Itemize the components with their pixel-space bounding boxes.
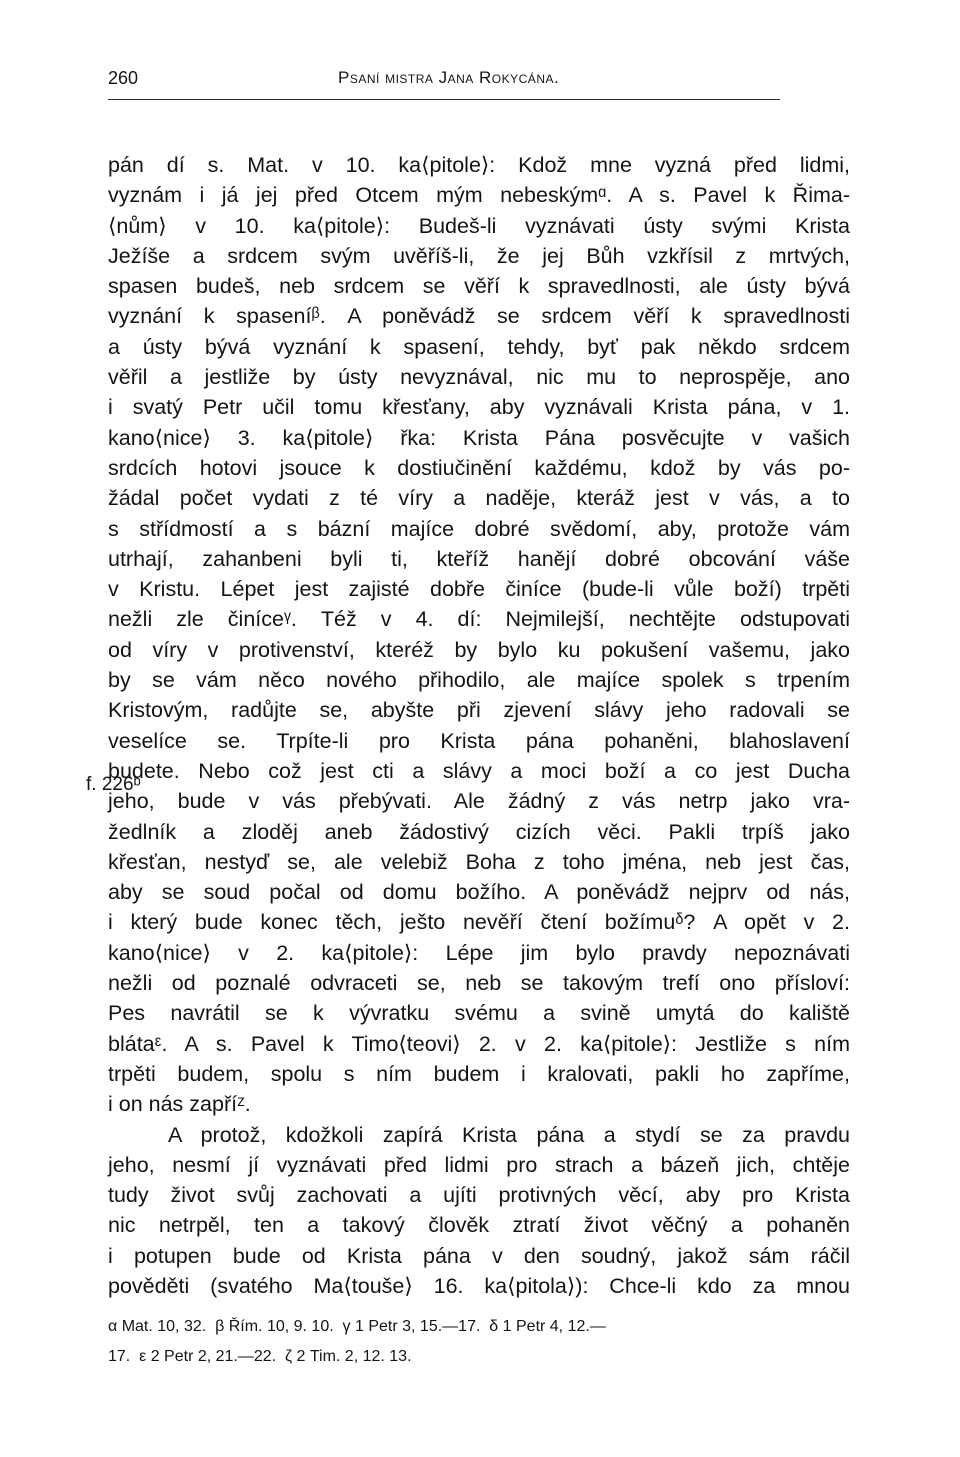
footnote-line: α Mat. 10, 32. β Řím. 10, 9. 10. γ 1 Petr 3, 15.—17. δ 1 Petr 4, 12.—: [108, 1318, 606, 1335]
body-text: [108, 150, 850, 1301]
text-line: veselíce se. Trpíte-li pro Krista pána pohaněni, blahoslavení: [108, 728, 850, 753]
text-line: od víry v protivenství, kteréž by bylo ku pokušení vašemu, jako: [108, 637, 850, 662]
text-line: kano⟨nice⟩ v 2. ka⟨pitole⟩: Lépe jim bylo pravdy nepoznávati: [108, 940, 850, 965]
text-line: vyznání k spaseníᵝ. A poněvádž se srdcem věří k spravedlnosti: [108, 304, 850, 329]
footnote-line: 17. ε 2 Petr 2, 21.—22. ζ 2 Tim. 2, 12. 13.: [108, 1348, 412, 1365]
text-line: trpěti budem, spolu s ním budem i kralovati, pakli ho zapříme,: [108, 1061, 850, 1086]
text-line: i který bude konec těch, ješto nevěří čtení božímuᵟ? A opět v 2.: [108, 910, 850, 935]
text-line: spasen budeš, neb srdcem se věří k spravedlnosti, ale ústy bývá: [108, 274, 850, 299]
text-line: by se vám něco nového přihodilo, ale majíce spolek s trpením: [108, 668, 850, 693]
text-line: Pes navrátil se k vývratku svému a svině umytá do kaliště: [108, 1001, 850, 1026]
text-line: žádal počet vydati z té víry a naděje, kteráž jest v vás, a to: [108, 486, 850, 511]
text-line: ⟨nům⟩ v 10. ka⟨pitole⟩: Budeš-li vyznávati ústy svými Krista: [108, 213, 850, 238]
text-line: i on nás zapříᶻ.: [108, 1092, 251, 1117]
text-line: i svatý Petr učil tomu křesťany, aby vyznávali Krista pána, v 1.: [108, 395, 850, 420]
text-line: pán dí s. Mat. v 10. ka⟨pitole⟩: Kdož mne vyzná před lidmi,: [108, 153, 850, 177]
text-line: jeho, nesmí jí vyznávati před lidmi pro strach a bázeň jich, chtěje: [108, 1152, 850, 1177]
text-line: nežli zle činíceᵞ. Též v 4. dí: Nejmilejší, nechtějte odstupovati: [108, 607, 850, 632]
text-line: kano⟨nice⟩ 3. ka⟨pitole⟩ řka: Krista Pána posvěcujte v vašich: [108, 425, 850, 450]
text-line: žedlník a zloděj aneb žádostivý cizích věci. Pakli trpíš jako: [108, 819, 850, 844]
text-line: věřil a jestliže by ústy nevyznával, nic mu to neprospěje, ano: [108, 365, 850, 390]
page-number: 260: [108, 68, 139, 88]
text-line: křesťan, nestyď se, ale velebiž Boha z toho jména, neb jest čas,: [108, 849, 850, 874]
margin-folio-note: f. 226ᵇ: [86, 774, 141, 795]
text-line: pověděti (svatého Ma⟨touše⟩ 16. ka⟨pitola⟩): Chce-li kdo za mnou: [108, 1273, 850, 1298]
text-line: vyznám i já jej před Otcem mým nebeskýmᵅ. A s. Pavel k Řima-: [108, 183, 850, 208]
text-line: aby se soud počal od domu božího. A poněvádž nejprv od nás,: [108, 880, 850, 905]
text-line: budete. Nebo což jest cti a slávy a moci boží a co jest Ducha: [108, 758, 850, 783]
text-line: utrhají, zahanbeni byli ti, kteříž hanějí dobré obcování váše: [108, 546, 850, 571]
text-line: nic netrpěl, ten a takový člověk ztratí život věčný a pohaněn: [108, 1213, 850, 1238]
text-line: tudy život svůj zachovati a ujíti protivných věcí, aby pro Krista: [108, 1183, 850, 1208]
paragraph-start-line: A protož, kdožkoli zapírá Krista pána a stydí se za pravdu: [168, 1122, 850, 1147]
text-line: nežli od poznalé odvraceti se, neb se takovým trefí ono přísloví:: [108, 971, 850, 996]
text-line: s střídmostí a s bázní majíce dobré svědomí, aby, protože vám: [108, 516, 850, 541]
text-line: srdcích hotovi jsouce k dostiučinění každému, kdož by vás po-: [108, 455, 850, 480]
footnotes: [108, 1312, 850, 1372]
running-title: Psaní mistra Jana Rokycána.: [338, 68, 560, 87]
text-line: v Kristu. Lépet jest zajisté dobře činíce (bude-li vůle boží) trpěti: [108, 577, 850, 602]
text-line: blátaᵋ. A s. Pavel k Timo⟨teovi⟩ 2. v 2. ka⟨pitole⟩: Jestliže s ním: [108, 1031, 850, 1056]
text-line: Kristovým, radůjte se, abyšte při zjevení slávy jeho radovali se: [108, 698, 850, 723]
text-line: Ježíše a srdcem svým uvěříš-li, že jej Bůh vzkřísil z mrtvých,: [108, 243, 850, 268]
page-header: [108, 68, 848, 96]
text-line: a ústy bývá vyznání k spasení, tehdy, byť pak někdo srdcem: [108, 334, 850, 359]
text-line: jeho, bude v vás přebývati. Ale žádný z vás netrp jako vra-: [108, 789, 850, 814]
header-rule: [108, 99, 780, 100]
text-line: i potupen bude od Krista pána v den soudný, jakož sám ráčil: [108, 1243, 850, 1268]
